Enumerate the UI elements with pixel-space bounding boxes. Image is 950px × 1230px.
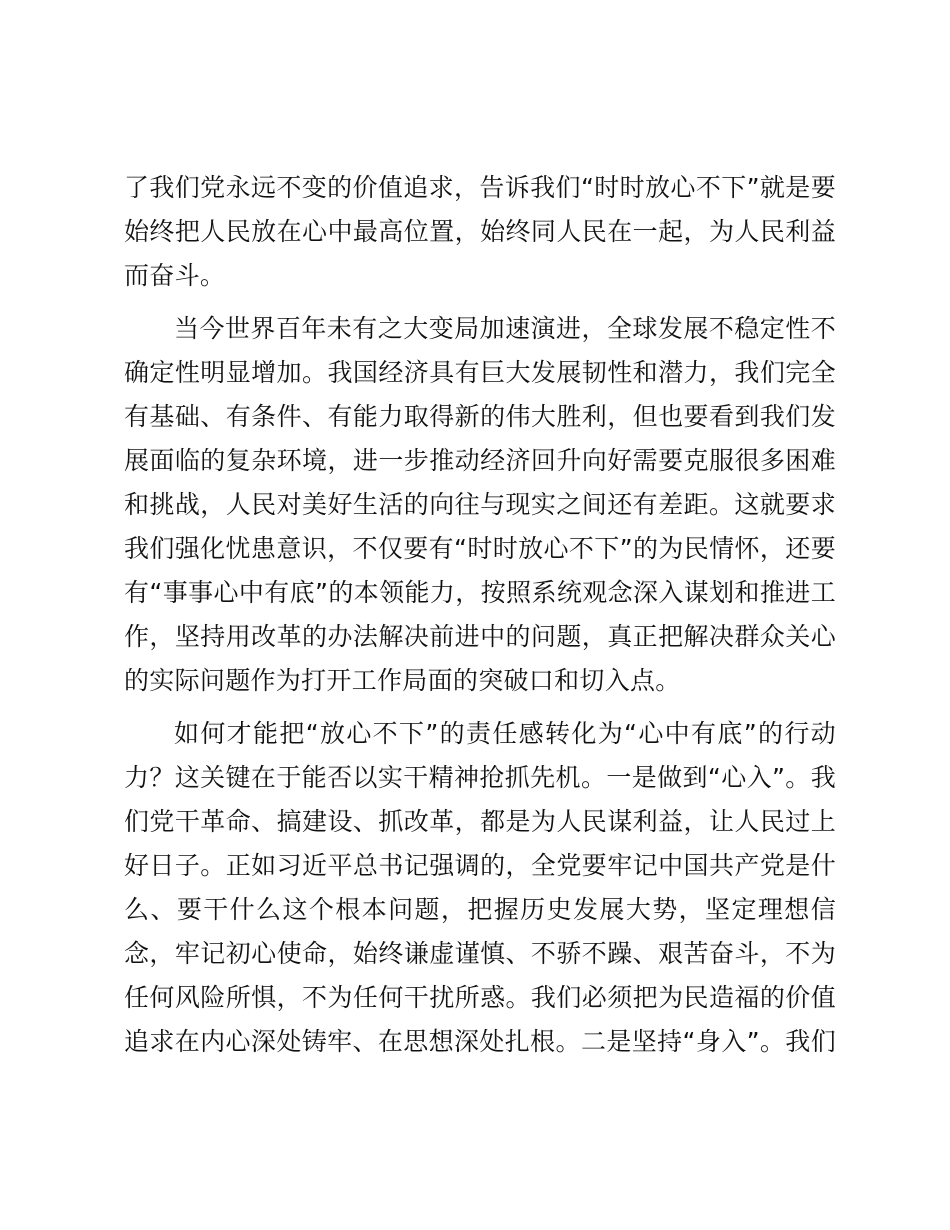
text-line: 和挑战，人民对美好生活的向往与现实之间还有差距。这就要求 [124,490,836,519]
text-line: 有“事事心中有底”的本领能力，按照系统观念深入谋划和推进工 [124,578,836,607]
text-line: 而奋斗。 [124,261,226,290]
text-line: 了我们党永远不变的价值追求，告诉我们“时时放心不下”就是要 [124,173,836,202]
text-line: 始终把人民放在心中最高位置，始终同人民在一起，为人民利益 [124,217,836,246]
text-line: 么、要干什么这个根本问题，把握历史发展大势，坚定理想信 [124,895,836,924]
text-line: 力？这关键在于能否以实干精神抢抓先机。一是做到“心入”。我 [124,763,836,792]
text-line: 展面临的复杂环境，进一步推动经济回升向好需要克服很多困难 [124,446,836,475]
text-line: 当今世界百年未有之大变局加速演进，全球发展不稳定性不 [174,314,836,343]
text-line: 的实际问题作为打开工作局面的突破口和切入点。 [124,666,681,695]
text-line: 们党干革命、搞建设、抓改革，都是为人民谋利益，让人民过上 [124,807,836,836]
paragraph-3 [124,712,836,1064]
text-line: 如何才能把“放心不下”的责任感转化为“心中有底”的行动 [174,719,836,748]
text-line: 好日子。正如习近平总书记强调的，全党要牢记中国共产党是什 [124,851,836,880]
text-line: 有基础、有条件、有能力取得新的伟大胜利，但也要看到我们发 [124,402,836,431]
paragraph-gap [124,703,836,712]
body-text [124,166,836,1064]
text-line: 追求在内心深处铸牢、在思想深处扎根。二是坚持“身入”。我们 [124,1027,836,1056]
text-line: 我们强化忧患意识，不仅要有“时时放心不下”的为民情怀，还要 [124,534,836,563]
text-line: 任何风险所惧，不为任何干扰所惑。我们必须把为民造福的价值 [124,983,836,1012]
paragraph-2 [124,307,836,703]
text-line: 确定性明显增加。我国经济具有巨大发展韧性和潜力，我们完全 [124,358,836,387]
paragraph-1 [124,166,836,298]
text-line: 作，坚持用改革的办法解决前进中的问题，真正把解决群众关心 [124,622,836,651]
paragraph-gap [124,298,836,307]
text-line: 念，牢记初心使命，始终谦虚谨慎、不骄不躁、艰苦奋斗，不为 [124,939,836,968]
